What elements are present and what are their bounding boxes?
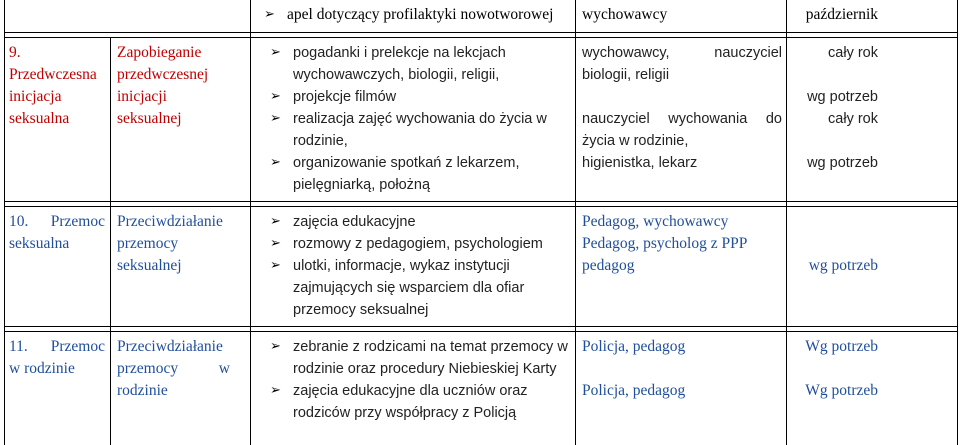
row-divider-3b xyxy=(4,331,958,332)
row-9-responsible-line: biologii, religii xyxy=(582,67,670,83)
row-9-goal xyxy=(117,42,247,130)
column-divider-2 xyxy=(250,0,251,445)
row-11-dates xyxy=(790,336,878,402)
arrow-bullet-icon: ➢ xyxy=(270,45,281,60)
top-row-responsible: wychowawcy xyxy=(582,6,668,23)
top-row-task-text: apel dotyczący profilaktyki nowotworowej xyxy=(287,6,554,23)
row-10-goal xyxy=(117,211,247,277)
row-10-date: wg potrzeb xyxy=(808,257,878,274)
row-10-task-item: ➢ zajęcia edukacyjne xyxy=(270,211,570,233)
row-11-tasks xyxy=(270,336,570,424)
row-10-goal-line: seksualnej xyxy=(117,257,182,274)
row-divider-2b xyxy=(4,206,958,207)
row-10-task-item: ➢ ulotki, informacje, wykaz instytucji zajmujących się wsparciem dla ofiar przemocy seksualnej xyxy=(270,255,570,321)
column-divider-4 xyxy=(786,0,787,445)
row-11-issue-line: w rodzinie xyxy=(9,360,75,377)
arrow-bullet-icon: ➢ xyxy=(264,7,275,22)
row-divider-1b xyxy=(4,37,958,38)
row-10-issue xyxy=(9,211,105,255)
arrow-bullet-icon: ➢ xyxy=(270,383,281,398)
row-9-number: 9. xyxy=(9,44,21,61)
row-9-date: cały rok xyxy=(828,45,878,61)
row-9-dates xyxy=(790,42,878,174)
row-11-date: Wg potrzeb xyxy=(805,338,878,355)
row-10-responsible-line: pedagog xyxy=(582,257,635,274)
row-9-issue-line: Przedwczesna xyxy=(9,66,97,83)
row-11-task-item: ➢ zajęcia edukacyjne dla uczniów oraz rodziców przy współpracy z Policją xyxy=(270,380,570,424)
row-11-task-item: ➢ zebranie z rodzicami na temat przemocy w rodzinie oraz procedury Niebieskiej Karty xyxy=(270,336,570,380)
arrow-bullet-icon: ➢ xyxy=(270,155,281,170)
row-11-date: Wg potrzeb xyxy=(805,382,878,399)
column-divider-3 xyxy=(575,0,576,445)
row-9-task-item: ➢ projekcje filmów xyxy=(270,86,570,108)
row-11-number: 11. xyxy=(9,338,28,355)
row-9-goal-line: inicjacji xyxy=(117,88,167,105)
row-10-tasks xyxy=(270,211,570,321)
row-9-date: wg potrzeb xyxy=(807,155,878,171)
row-divider-3 xyxy=(4,326,958,327)
arrow-bullet-icon: ➢ xyxy=(270,236,281,251)
row-11-goal-line: rodzinie xyxy=(117,382,168,399)
row-divider-2 xyxy=(4,201,958,202)
top-row-date: październik xyxy=(805,6,878,23)
row-9-goal-line: seksualnej xyxy=(117,110,182,127)
row-9-goal-line: przedwczesnej xyxy=(117,66,209,83)
row-9-issue xyxy=(9,42,107,130)
row-9-task-item: ➢ organizowanie spotkań z lekarzem, pielęgniarką, położną xyxy=(270,152,570,196)
row-10-number: 10. xyxy=(9,213,29,230)
row-9-goal-line: Zapobieganie xyxy=(117,44,202,61)
table-border-left xyxy=(4,0,5,445)
row-9-issue-line: inicjacja xyxy=(9,88,62,105)
row-10-responsible-line: Pedagog, wychowawcy xyxy=(582,213,729,230)
row-10-task-item: ➢ rozmowy z pedagogiem, psychologiem xyxy=(270,233,570,255)
arrow-bullet-icon: ➢ xyxy=(270,258,281,273)
row-11-goal-line: przemocy w xyxy=(117,360,230,377)
row-11-responsible-line: Policja, pedagog xyxy=(582,338,686,355)
row-11-responsible xyxy=(582,336,782,402)
row-11-responsible-line: Policja, pedagog xyxy=(582,382,686,399)
row-10-responsible-line: Pedagog, psycholog z PPP xyxy=(582,235,748,252)
row-9-task-item: ➢ pogadanki i prelekcje na lekcjach wychowawczych, biologii, religii, xyxy=(270,42,570,86)
row-9-responsible xyxy=(582,42,782,174)
row-10-goal-line: przemocy xyxy=(117,235,179,252)
row-10-goal-line: Przeciwdziałanie xyxy=(117,213,223,230)
row-9-date: wg potrzeb xyxy=(807,89,878,105)
row-9-tasks xyxy=(270,42,570,196)
row-9-responsible-line: życia w rodzinie, xyxy=(582,133,689,149)
top-row-task-item xyxy=(264,4,569,26)
row-divider-1 xyxy=(4,32,958,33)
row-9-issue-line: seksualna xyxy=(9,110,70,127)
row-11-issue-line: 11. Przemoc xyxy=(9,336,105,358)
arrow-bullet-icon: ➢ xyxy=(270,89,281,104)
row-9-responsible-line: wychowawcy, nauczyciel xyxy=(582,45,782,61)
row-11-goal-line: Przeciwdziałanie xyxy=(117,338,223,355)
row-10-issue-line: 10. Przemoc xyxy=(9,211,105,233)
row-10-issue-line: seksualna xyxy=(9,235,70,252)
row-9-task-item: ➢ realizacja zajęć wychowania do życia w rodzinie, xyxy=(270,108,570,152)
table-border-right xyxy=(957,0,958,445)
arrow-bullet-icon: ➢ xyxy=(270,339,281,354)
row-11-issue xyxy=(9,336,105,380)
arrow-bullet-icon: ➢ xyxy=(270,111,281,126)
column-divider-1 xyxy=(110,38,111,445)
top-row-task xyxy=(264,4,569,26)
row-9-date: cały rok xyxy=(828,111,878,127)
row-9-responsible-line: higienistka, lekarz xyxy=(582,155,698,171)
row-9-responsible-line: nauczyciel wychowania do xyxy=(582,111,782,127)
row-11-goal xyxy=(117,336,230,402)
row-10-responsible xyxy=(582,211,782,277)
arrow-bullet-icon: ➢ xyxy=(270,214,281,229)
